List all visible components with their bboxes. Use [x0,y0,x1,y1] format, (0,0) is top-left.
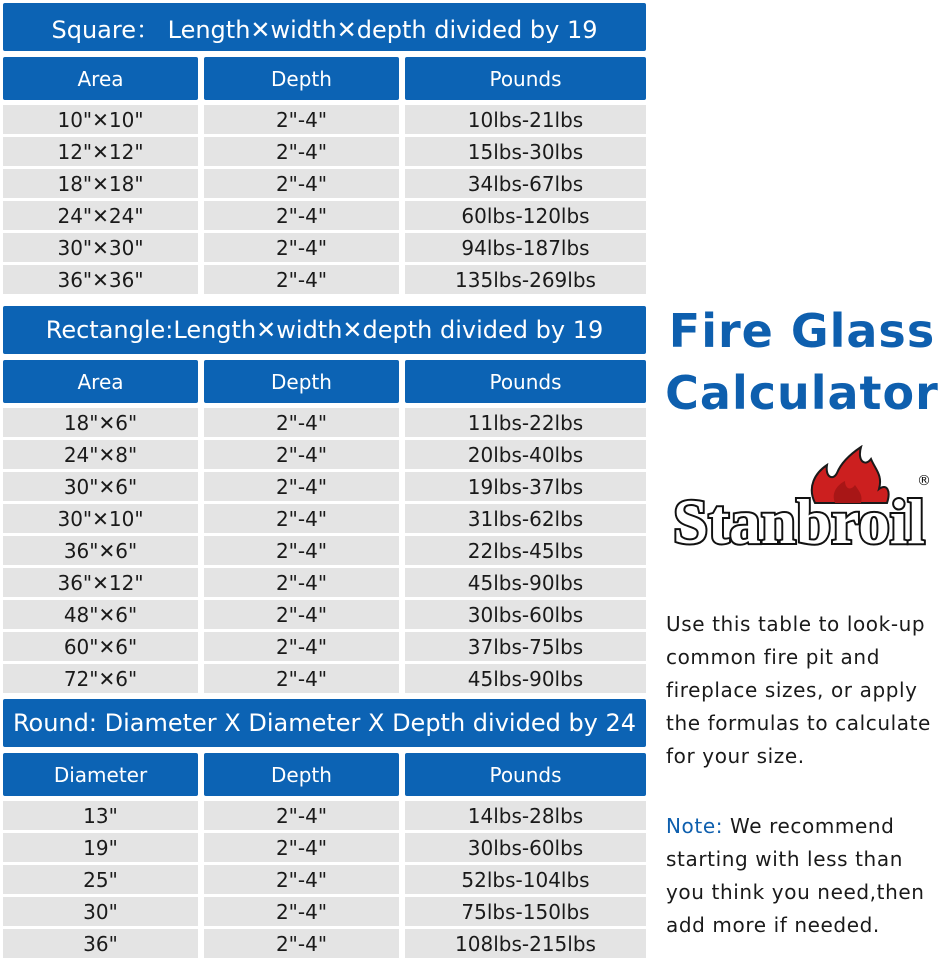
depth-cell: 2"-4" [204,833,399,862]
area-cell: 18"✕6" [3,408,198,437]
note-label: Note: [666,814,724,838]
depth-cell: 2"-4" [204,801,399,830]
depth-header: Depth [204,360,399,403]
info-panel [660,0,944,960]
depth-cell: 2"-4" [204,265,399,294]
depth-cell: 2"-4" [204,233,399,262]
depth-cell: 2"-4" [204,897,399,926]
area-cell: 36"✕12" [3,568,198,597]
square-section-title: Square： Length✕width✕depth divided by 19 [3,3,646,51]
depth-cell: 2"-4" [204,408,399,437]
area-cell: 18"✕18" [3,169,198,198]
page-title [660,300,944,424]
area-cell: 24"✕24" [3,201,198,230]
area-cell: 60"✕6" [3,632,198,661]
note-text [666,810,944,942]
pounds-cell: 108lbs-215lbs [405,929,646,958]
pounds-cell: 52lbs-104lbs [405,865,646,894]
pounds-header: Pounds [405,753,646,796]
depth-header: Depth [204,753,399,796]
depth-cell: 2"-4" [204,536,399,565]
area-header: Area [3,360,198,403]
pounds-cell: 14lbs-28lbs [405,801,646,830]
rectangle-section-title: Rectangle:Length✕width✕depth divided by 19 [3,306,646,354]
depth-cell: 2"-4" [204,137,399,166]
pounds-cell: 15lbs-30lbs [405,137,646,166]
area-header: Area [3,57,198,100]
pounds-cell: 45lbs-90lbs [405,664,646,693]
pounds-cell: 20lbs-40lbs [405,440,646,469]
area-cell: 36"✕6" [3,536,198,565]
pounds-cell: 45lbs-90lbs [405,568,646,597]
area-cell: 24"✕8" [3,440,198,469]
area-cell: 10"✕10" [3,105,198,134]
depth-cell: 2"-4" [204,105,399,134]
area-cell: 36"✕36" [3,265,198,294]
depth-cell: 2"-4" [204,664,399,693]
diameter-cell: 13" [3,801,198,830]
area-cell: 30"✕30" [3,233,198,262]
depth-cell: 2"-4" [204,600,399,629]
stanbroil-logo [665,445,940,560]
title-line-1: Fire Glass [668,304,936,358]
diameter-cell: 19" [3,833,198,862]
depth-cell: 2"-4" [204,201,399,230]
pounds-cell: 22lbs-45lbs [405,536,646,565]
note-body: We recommend starting with less than you think you need,then add more if needed. [666,814,925,937]
pounds-cell: 135lbs-269lbs [405,265,646,294]
pounds-cell: 37lbs-75lbs [405,632,646,661]
pounds-cell: 60lbs-120lbs [405,201,646,230]
diameter-header: Diameter [3,753,198,796]
pounds-cell: 10lbs-21lbs [405,105,646,134]
pounds-cell: 30lbs-60lbs [405,833,646,862]
depth-cell: 2"-4" [204,865,399,894]
pounds-cell: 19lbs-37lbs [405,472,646,501]
area-cell: 72"✕6" [3,664,198,693]
depth-cell: 2"-4" [204,632,399,661]
pounds-cell: 30lbs-60lbs [405,600,646,629]
depth-cell: 2"-4" [204,440,399,469]
pounds-cell: 75lbs-150lbs [405,897,646,926]
diameter-cell: 36" [3,929,198,958]
pounds-cell: 94lbs-187lbs [405,233,646,262]
title-line-2: Calculator [665,366,939,420]
diameter-cell: 30" [3,897,198,926]
depth-header: Depth [204,57,399,100]
area-cell: 30"✕6" [3,472,198,501]
registered-mark: ® [917,473,931,489]
round-section-title: Round: Diameter X Diameter X Depth divided by 24 [3,699,646,747]
pounds-cell: 34lbs-67lbs [405,169,646,198]
pounds-cell: 11lbs-22lbs [405,408,646,437]
depth-cell: 2"-4" [204,169,399,198]
area-cell: 12"✕12" [3,137,198,166]
diameter-cell: 25" [3,865,198,894]
depth-cell: 2"-4" [204,929,399,958]
area-cell: 48"✕6" [3,600,198,629]
depth-cell: 2"-4" [204,568,399,597]
pounds-cell: 31lbs-62lbs [405,504,646,533]
pounds-header: Pounds [405,360,646,403]
pounds-header: Pounds [405,57,646,100]
intro-text: Use this table to look-up common fire pit and fireplace sizes, or apply the formulas to calculate for your size. [666,612,931,768]
depth-cell: 2"-4" [204,504,399,533]
depth-cell: 2"-4" [204,472,399,501]
brand-name: Stanbroil [673,486,925,557]
area-cell: 30"✕10" [3,504,198,533]
